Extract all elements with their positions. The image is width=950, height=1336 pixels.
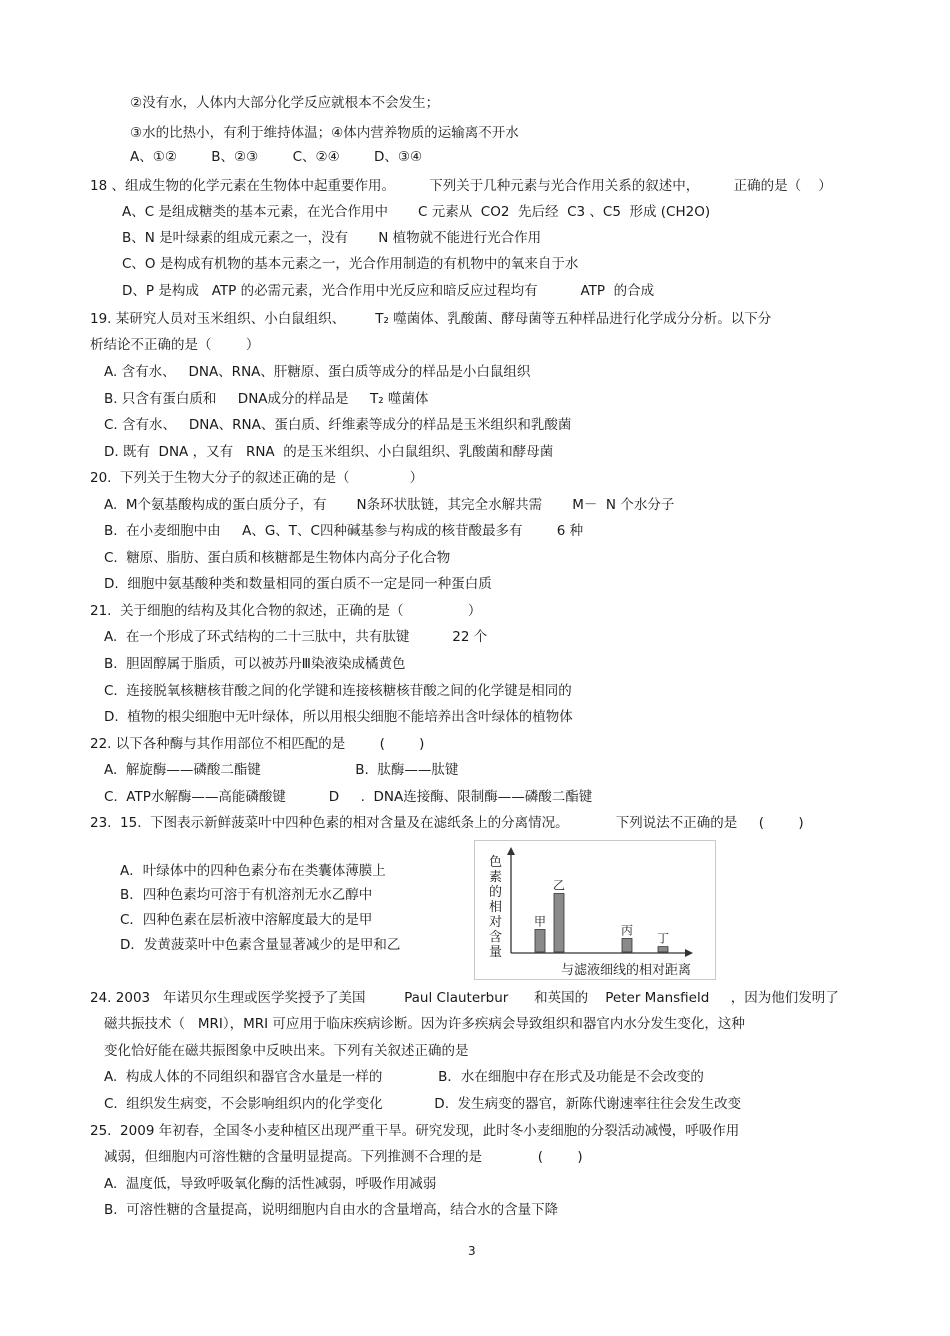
q20-option-a: A. M个氨基酸构成的蛋白质分子，有 N条环状肽链，其完全水解共需 M－ N 个水分子 [104, 497, 675, 513]
q20-option-b: B. 在小麦细胞中由 A、G、T、C四种碱基参与构成的核苷酸最多有 6 种 [104, 523, 584, 539]
q23-option-b: B．四种色素均可溶于有机溶剂无水乙醇中 [120, 887, 373, 903]
bar-1 [554, 894, 564, 953]
q21-option-b: B. 胆固醇属于脂质，可以被苏丹Ⅲ染液染成橘黄色 [104, 656, 406, 672]
q24-option-c-d: C. 组织发生病变，不会影响组织内的化学变化 D. 发生病变的器官，新陈代谢速率往往会发生改变 [104, 1096, 742, 1112]
bar-label-2: 丙 [620, 923, 634, 938]
q21-option-c: C. 连接脱氧核糖核苷酸之间的化学键和连接核糖核苷酸之间的化学键是相同的 [104, 683, 572, 699]
q20-option-c: C. 糖原、脂肪、蛋白质和核糖都是生物体内高分子化合物 [104, 550, 451, 566]
page-number: 3 [468, 1244, 476, 1258]
q17-option-2: ②没有水，人体内大部分化学反应就根本不会发生； [130, 95, 440, 111]
bar-0 [535, 930, 545, 953]
q21-option-d: D. 植物的根尖细胞中无叶绿体，所以用根尖细胞不能培养出含叶绿体的植物体 [104, 709, 573, 725]
q18-option-b: B、N 是叶绿素的组成元素之一，没有 N 植物就不能进行光合作用 [122, 230, 542, 246]
bar-label-1: 乙 [552, 878, 566, 893]
q23-option-c: C．四种色素在层析液中溶解度最大的是甲 [120, 912, 373, 928]
q17-option-3-4: ③水的比热小，有利于维持体温；④体内营养物质的运输离不开水 [130, 125, 519, 141]
q24-stem-cont-1: 磁共振技术（ MRI），MRI 可应用于临床疾病诊断。因为许多疾病会导致组织和器官内水分发生变化，这种 [104, 1016, 745, 1032]
q23-option-a: A．叶绿体中的四种色素分布在类囊体薄膜上 [120, 863, 386, 879]
bar-2 [622, 939, 632, 953]
q19-option-b: B. 只含有蛋白质和 DNA成分的样品是 T₂ 噬菌体 [104, 391, 429, 407]
y-axis-arrow [507, 847, 515, 855]
q21-stem: 21. 关于细胞的结构及其化合物的叙述，正确的是（ ） [90, 603, 482, 619]
q21-option-a: A. 在一个形成了环式结构的二十三肽中，共有肽键 22 个 [104, 629, 488, 645]
x-axis-label: 与滤液细线的相对距离 [561, 963, 692, 978]
q24-option-a-b: A. 构成人体的不同组织和器官含水量是一样的 B．水在细胞中存在形式及功能是不会改变的 [104, 1069, 704, 1085]
bar-label-3: 丁 [656, 931, 670, 946]
q25-stem-cont: 减弱，但细胞内可溶性糖的含量明显提高。下列推测不合理的是 ( ) [104, 1149, 583, 1165]
q22-option-c-d: C. ATP水解酶——高能磷酸键 D . DNA连接酶、限制酶——磷酸二酯键 [104, 789, 593, 805]
q18-option-d: D、P 是构成 ATP 的必需元素，光合作用中光反应和暗反应过程均有 ATP 的合成 [122, 283, 655, 299]
q17-choices: A、①② B、②③ C、②④ D、③④ [130, 149, 423, 165]
y-axis-label: 色素的相对含量 [489, 855, 503, 960]
q25-option-b: B. 可溶性糖的含量提高，说明细胞内自由水的含量增高，结合水的含量下降 [104, 1202, 559, 1218]
q23-stem: 23. 15. 下图表示新鲜菠菜叶中四种色素的相对含量及在滤纸条上的分离情况。 下列说法不正确的是 ( ) [90, 815, 804, 831]
q19-option-c: C. 含有水、 DNA、RNA、蛋白质、纤维素等成分的样品是玉米组织和乳酸菌 [104, 417, 572, 433]
q18-option-a: A、C 是组成糖类的基本元素，在光合作用中 C 元素从 CO2 先后经 C3 、C5 形成 (CH2O) [122, 204, 711, 220]
pigment-chart [474, 840, 716, 980]
q18-option-c: C、O 是构成有机物的基本元素之一，光合作用制造的有机物中的氧来自于水 [122, 256, 579, 272]
q25-option-a: A. 温度低，导致呼吸氧化酶的活性减弱，呼吸作用减弱 [104, 1176, 437, 1192]
q20-stem: 20. 下列关于生物大分子的叙述正确的是（ ） [90, 470, 424, 486]
bar-3 [658, 947, 668, 952]
q22-stem: 22. 以下各种酶与其作用部位不相匹配的是 ( ) [90, 736, 425, 752]
q23-option-d: D．发黄菠菜叶中色素含量显著减少的是甲和乙 [120, 937, 401, 953]
q25-stem: 25. 2009 年初春，全国冬小麦种植区出现严重干旱。研究发现，此时冬小麦细胞的分裂活动减慢，呼吸作用 [90, 1123, 740, 1139]
q20-option-d: D. 细胞中氨基酸种类和数量相同的蛋白质不一定是同一种蛋白质 [104, 576, 492, 592]
x-axis-arrow [685, 949, 693, 957]
bars-group [534, 879, 669, 953]
q19-stem-cont: 析结论不正确的是（ ） [90, 337, 260, 353]
q18-stem: 18 、组成生物的化学元素在生物体中起重要作用。 下列关于几种元素与光合作用关系的叙述中， 正确的是（ ） [90, 178, 832, 194]
q24-stem: 24. 2003 年诺贝尔生理或医学奖授予了美国 Paul Clauterbur 和英国的 Peter Mansfield ，因为他们发明了 [90, 990, 839, 1006]
q19-option-d: D. 既有 DNA ，又有 RNA 的是玉米组织、小白鼠组织、乳酸菌和酵母菌 [104, 444, 554, 460]
q22-option-a-b: A. 解旋酶——磷酸二酯键 B. 肽酶——肽键 [104, 762, 459, 778]
q19-stem: 19. 某研究人员对玉米组织、小白鼠组织、 T₂ 噬菌体、乳酸菌、酵母菌等五种样品进行化学成分分析。以下分 [90, 311, 772, 327]
q19-option-a: A. 含有水、 DNA、RNA、肝糖原、蛋白质等成分的样品是小白鼠组织 [104, 364, 531, 380]
q24-stem-cont-2: 变化恰好能在磁共振图象中反映出来。下列有关叙述正确的是 [104, 1043, 469, 1059]
bar-label-0: 甲 [533, 914, 547, 929]
